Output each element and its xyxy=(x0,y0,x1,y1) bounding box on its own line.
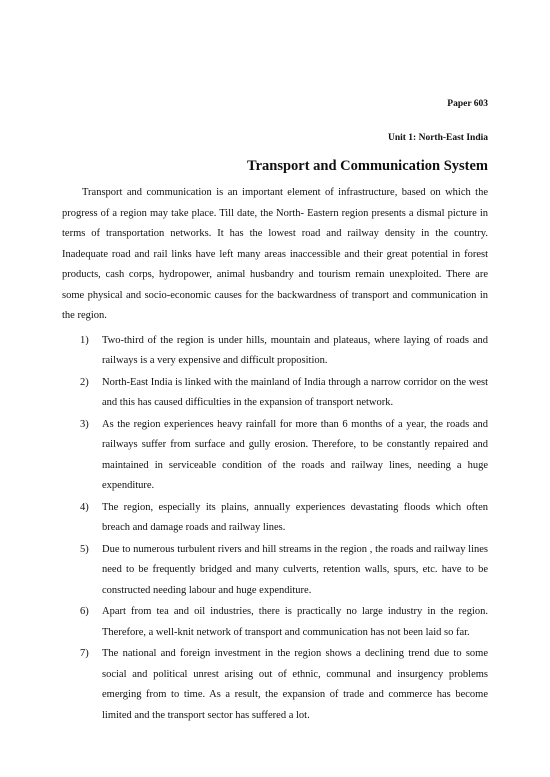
list-item-text: Apart from tea and oil industries, there is practically no large industry in the region. Therefore, a well-knit network of transport and communication has not been laid so far. xyxy=(102,606,488,638)
list-item-text: Due to numerous turbulent rivers and hill streams in the region , the roads and railway lines need to be frequently bridged and many culverts, retention walls, spurs, etc. have to be constructed needing labour and huge expenditure. xyxy=(102,543,488,596)
unit-heading: Unit 1: North-East India xyxy=(387,133,488,143)
list-item xyxy=(62,415,488,497)
list-item xyxy=(62,540,488,602)
list-item xyxy=(62,498,488,539)
list-item xyxy=(62,644,488,726)
list-item-text: As the region experiences heavy rainfall for more than 6 months of a year, the roads and railways suffer from surface and gully erosion. Therefore, to be constantly repaired and maintained in serviceable condition of the roads and railway lines, needing a huge expenditure. xyxy=(102,418,488,491)
list-item-number: 7) xyxy=(80,648,89,659)
list-item-number: 6) xyxy=(80,606,89,617)
causes-list xyxy=(62,331,488,727)
list-item-text: The national and foreign investment in the region shows a declining trend due to some social and political unrest arising out of ethnic, communal and insurgency problems emerging from to time. As a result, the expansion of trade and commerce has become limited and the transport sector has suffered a lot. xyxy=(102,648,488,721)
list-item-text: The region, especially its plains, annually experiences devastating floods which often breach and damage roads and railway lines. xyxy=(102,501,488,533)
list-item-number: 2) xyxy=(80,376,89,388)
list-item-number: 1) xyxy=(80,334,89,346)
paper-number: Paper 603 xyxy=(447,99,488,109)
list-item xyxy=(62,373,488,414)
list-item-number: 3) xyxy=(80,418,89,430)
list-item xyxy=(62,331,488,372)
list-item-text: North-East India is linked with the mainland of India through a narrow corridor on the west and this has caused difficulties in the expansion of transport network. xyxy=(102,376,488,408)
list-item-number: 4) xyxy=(80,501,89,513)
list-item-text: Two-third of the region is under hills, mountain and plateaus, where laying of roads and railways is a very expensive and difficult proposition. xyxy=(102,334,488,366)
page-title: Transport and Communication System xyxy=(246,158,488,174)
list-item xyxy=(62,602,488,643)
list-item-number: 5) xyxy=(80,543,89,555)
intro-paragraph: Transport and communication is an important element of infrastructure, based on which the progress of a region may take place. Till date, the North- Eastern region presents a dismal picture in terms of transportation networks. It has the lowest road and railway density in the country. Inadequate road and rail links have left many areas inaccessible and their great potential in forest products, cash corps, hydropower, animal husbandry and tourism remain unexploited. There are some physical and socio-economic causes for the backwardness of transport and communication in the region. xyxy=(62,187,488,321)
